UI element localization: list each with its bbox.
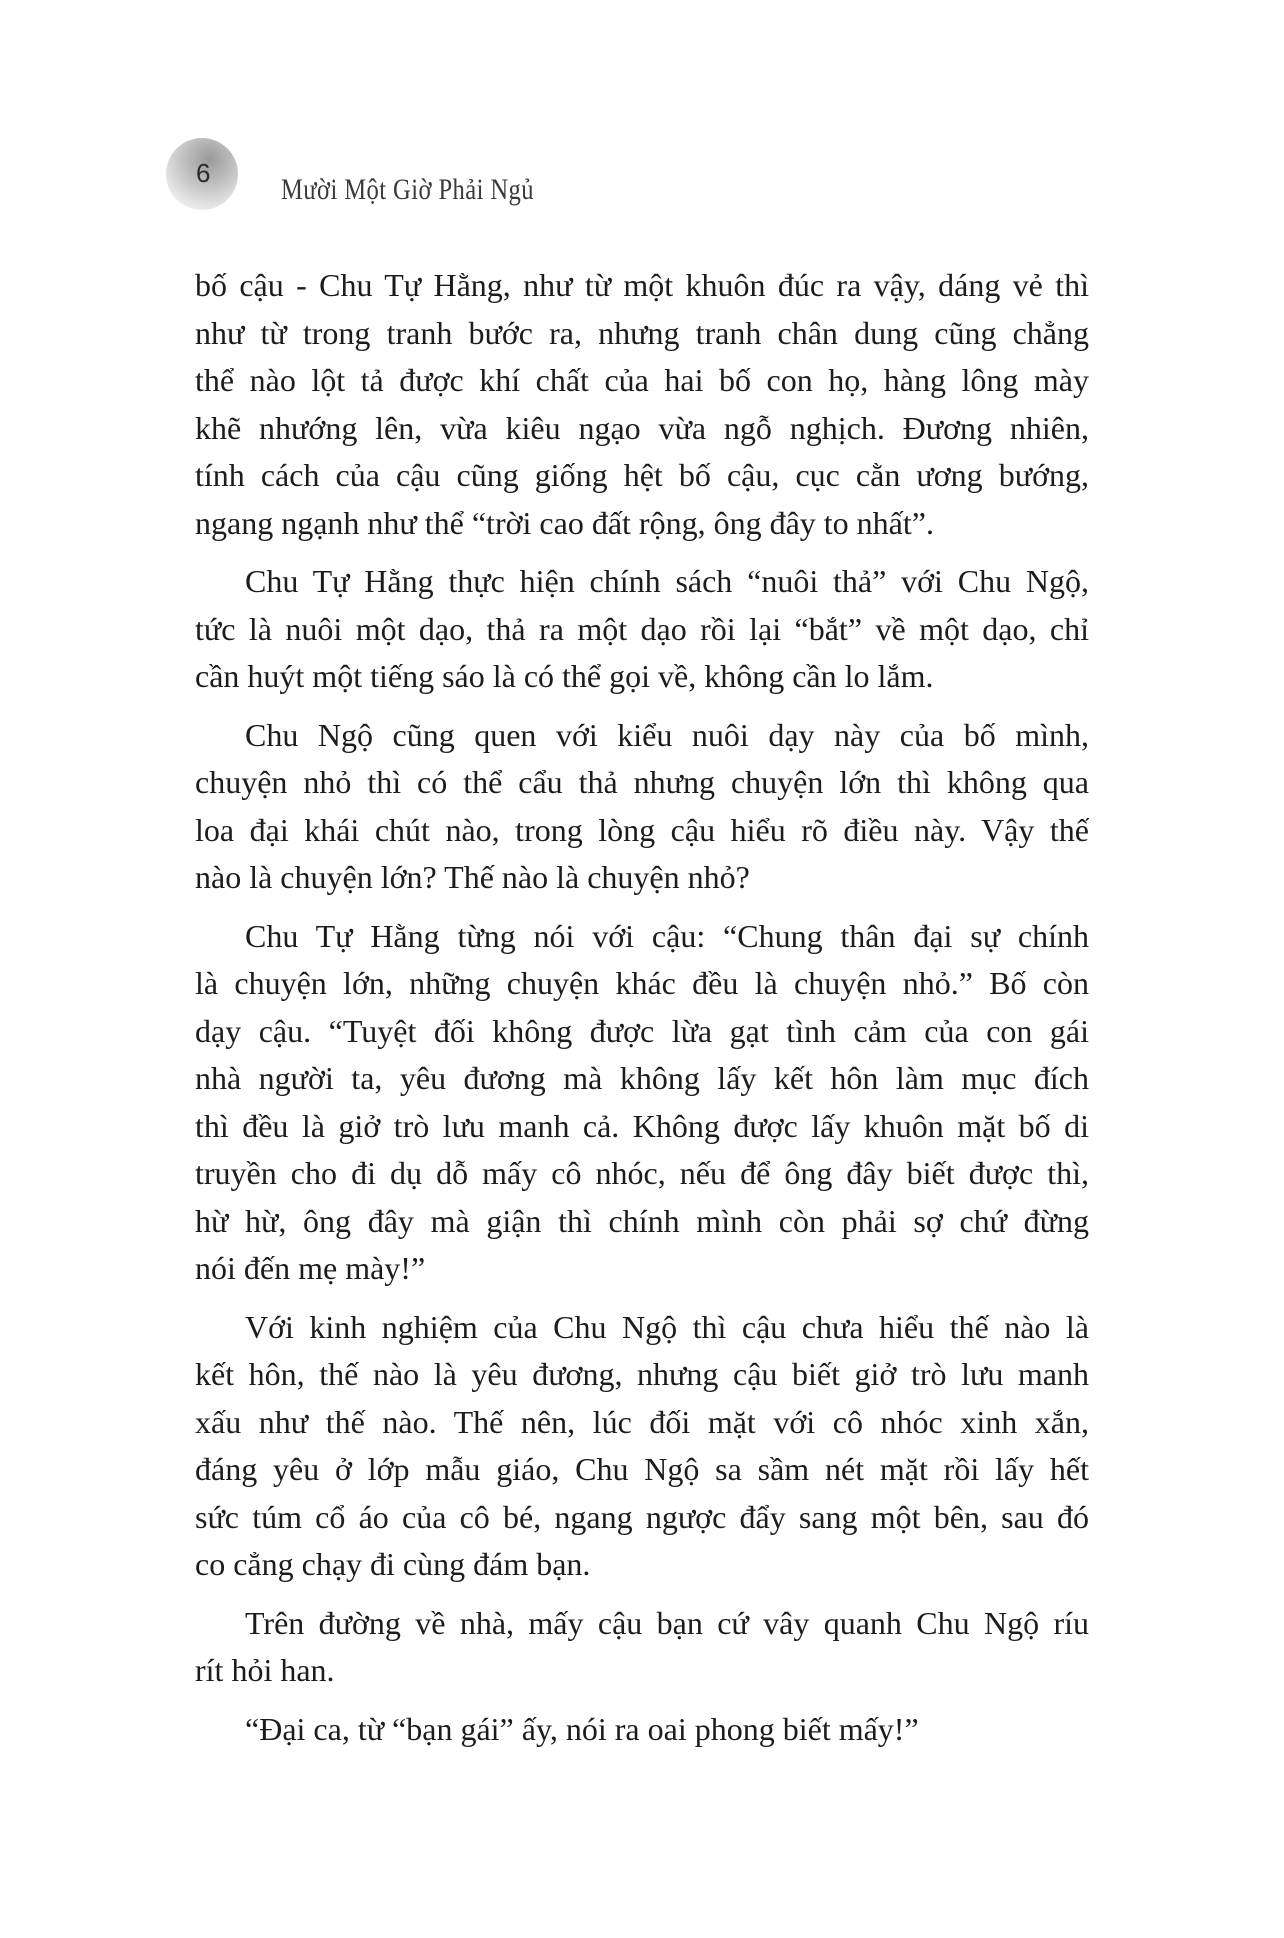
paragraph (195, 712, 1089, 902)
text-line: ngang ngạnh như thể “trời cao đất rộng, ông đây to nhất”. (195, 504, 934, 541)
paragraph-gap (195, 902, 1089, 913)
paragraph (195, 913, 1089, 1293)
paragraph (195, 1600, 1089, 1695)
text-line: loa đại khái chút nào, trong lòng cậu hiểu rõ điều này. Vậy thế (195, 811, 1089, 848)
text-line: Chu Ngộ cũng quen với kiểu nuôi dạy này của bố mình, (245, 716, 1089, 753)
text-line: sức túm cổ áo của cô bé, ngang ngược đẩy sang một bên, sau đó (195, 1498, 1089, 1535)
paragraph-gap (195, 1695, 1089, 1706)
running-title: Mười Một Giờ Phải Ngủ (281, 173, 534, 207)
body-text (195, 262, 1089, 1753)
paragraph-gap (195, 1589, 1089, 1600)
page-number: 6 (196, 158, 211, 188)
text-line: như từ trong tranh bước ra, nhưng tranh chân dung cũng chẳng (195, 314, 1089, 351)
text-line: đáng yêu ở lớp mẫu giáo, Chu Ngộ sa sầm nét mặt rồi lấy hết (195, 1451, 1089, 1487)
text-line: tính cách của cậu cũng giống hệt bố cậu, cục cằn ương bướng, (195, 457, 1089, 493)
text-line: chuyện nhỏ thì có thể cẩu thả nhưng chuyện lớn thì không qua (195, 764, 1089, 800)
text-line: Chu Tự Hằng thực hiện chính sách “nuôi thả” với Chu Ngộ, (245, 563, 1089, 599)
text-line: dạy cậu. “Tuyệt đối không được lừa gạt tình cảm của con gái (195, 1012, 1089, 1049)
text-line: rít hỏi han. (195, 1652, 335, 1688)
paragraph (195, 558, 1089, 701)
text-line: hừ hừ, ông đây mà giận thì chính mình còn phải sợ chứ đừng (195, 1202, 1089, 1239)
paragraph-gap (195, 701, 1089, 712)
text-line: khẽ nhướng lên, vừa kiêu ngạo vừa ngỗ nghịch. Đương nhiên, (195, 409, 1089, 446)
text-line: thì đều là giở trò lưu manh cả. Không được lấy khuôn mặt bố di (195, 1107, 1089, 1144)
text-line: là chuyện lớn, những chuyện khác đều là chuyện nhỏ.” Bố còn (195, 965, 1089, 1001)
paragraph-gap (195, 547, 1089, 558)
text-line: bố cậu - Chu Tự Hằng, như từ một khuôn đúc ra vậy, dáng vẻ thì (195, 267, 1089, 303)
text-line: kết hôn, thế nào là yêu đương, nhưng cậu biết giở trò lưu manh (195, 1356, 1089, 1392)
paragraph-gap (195, 1293, 1089, 1304)
paragraph (195, 1706, 1089, 1754)
text-line: xấu như thế nào. Thế nên, lúc đối mặt với cô nhóc xinh xắn, (195, 1403, 1089, 1440)
text-line: thể nào lột tả được khí chất của hai bố con họ, hàng lông mày (195, 362, 1089, 398)
page-header (0, 0, 1284, 230)
paragraph (195, 262, 1089, 547)
text-line: cần huýt một tiếng sáo là có thể gọi về, không cần lo lắm. (195, 658, 934, 694)
text-line: Chu Tự Hằng từng nói với cậu: “Chung thân đại sự chính (245, 917, 1089, 954)
text-line: truyền cho đi dụ dỗ mấy cô nhóc, nếu để ông đây biết được thì, (195, 1155, 1089, 1191)
text-line: tức là nuôi một dạo, thả ra một dạo rồi lại “bắt” về một dạo, chỉ (195, 610, 1089, 647)
text-line: “Đại ca, từ “bạn gái” ấy, nói ra oai phong biết mấy!” (245, 1710, 919, 1747)
text-line: nói đến mẹ mày!” (195, 1250, 426, 1286)
text-line: co cẳng chạy đi cùng đám bạn. (195, 1546, 591, 1582)
text-line: Trên đường về nhà, mấy cậu bạn cứ vây quanh Chu Ngộ ríu (245, 1604, 1089, 1641)
text-line: Với kinh nghiệm của Chu Ngộ thì cậu chưa hiểu thế nào là (245, 1308, 1089, 1345)
text-line: nhà người ta, yêu đương mà không lấy kết hôn làm mục đích (195, 1060, 1089, 1096)
text-line: nào là chuyện lớn? Thế nào là chuyện nhỏ? (195, 859, 750, 895)
paragraph (195, 1304, 1089, 1589)
